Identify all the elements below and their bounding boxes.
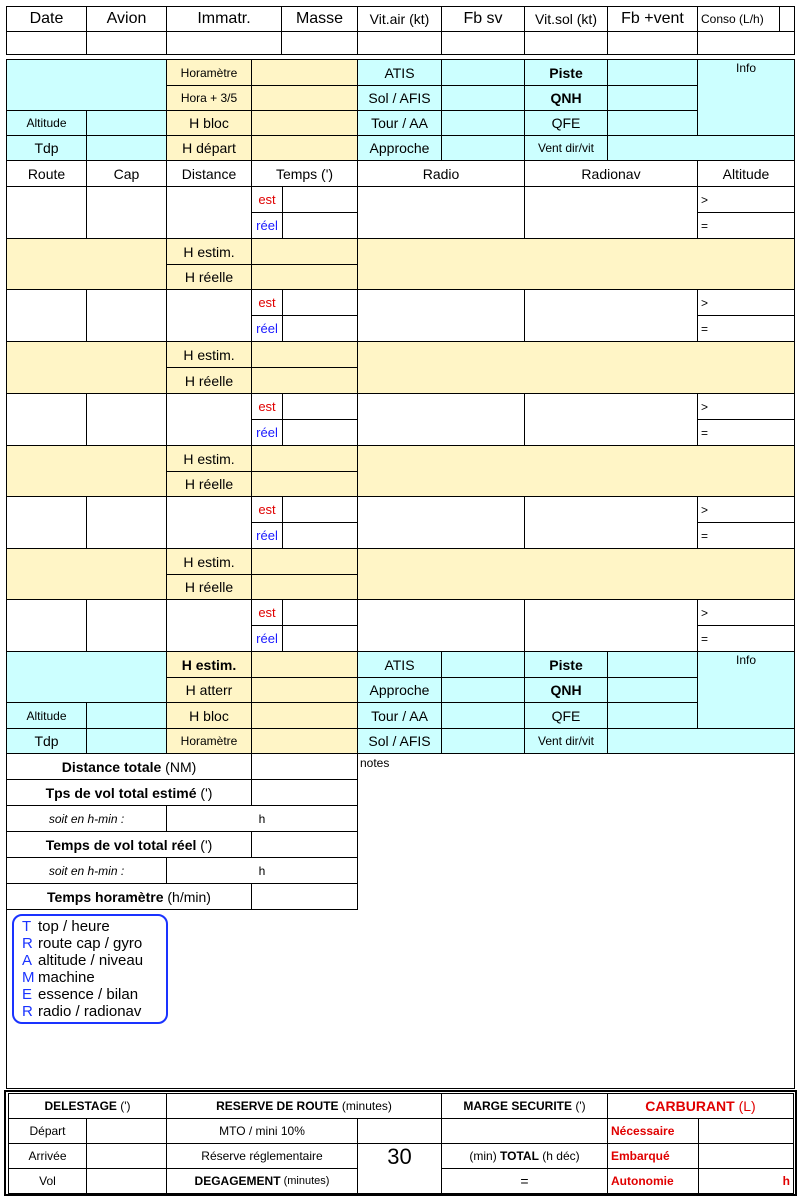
leg-route[interactable] — [6, 393, 87, 446]
leg-cap[interactable] — [86, 599, 167, 652]
arrivee-approche-label: Approche — [357, 677, 442, 703]
arrivee-sol-afis-label: Sol / AFIS — [357, 728, 442, 754]
depart-vent-value[interactable] — [607, 135, 795, 161]
depart-qnh-label: QNH — [524, 85, 608, 111]
leg-altitude-eq[interactable]: = — [697, 522, 795, 549]
leg-cap[interactable] — [86, 186, 167, 239]
arrivee-atis-value[interactable] — [441, 651, 525, 678]
fuel-reserve-bold: RESERVE DE ROUTE — [216, 1099, 339, 1113]
leg-radio[interactable] — [357, 496, 525, 549]
fuel-marge-unit: (') — [572, 1099, 586, 1113]
checkpoint-blank — [6, 238, 167, 290]
fuel-depart-value[interactable] — [86, 1118, 167, 1144]
header-vit-sol: Vit.sol (kt) — [524, 6, 608, 32]
total-tps-reel-label — [6, 831, 252, 858]
depart-atis-value[interactable] — [441, 59, 525, 86]
total-distance-bold: Distance totale — [61, 758, 162, 775]
arrivee-blank — [6, 651, 167, 703]
checkpoint-hreelle-label: H réelle — [166, 471, 252, 497]
depart-hora35-value[interactable] — [251, 85, 358, 111]
total-horametre-bold: Temps horamètre — [47, 888, 164, 905]
arrivee-atis-label: ATIS — [357, 651, 442, 678]
total-tps-est-unit: (') — [196, 784, 213, 801]
checkpoint-hestim-label: H estim. — [166, 445, 252, 472]
total-horametre-unit: (h/min) — [163, 888, 211, 905]
checkpoint-notes[interactable] — [357, 445, 795, 497]
header-avion: Avion — [86, 6, 167, 32]
checkpoint-hestim-value[interactable] — [251, 548, 358, 575]
leg-radio[interactable] — [357, 289, 525, 342]
arrivee-approche-value[interactable] — [441, 677, 525, 703]
depart-hbloc-label: H bloc — [166, 110, 252, 136]
checkpoint-blank — [6, 341, 167, 394]
depart-sol-afis-value[interactable] — [441, 85, 525, 111]
depart-hora35-label: Hora + 3/5 — [166, 85, 252, 111]
depart-horametre-label: Horamètre — [166, 59, 252, 86]
header-immatr-value[interactable] — [166, 31, 282, 55]
depart-altitude-label: Altitude — [6, 110, 87, 136]
leg-reel-label: réel — [251, 625, 283, 652]
fuel-reserve-unit: (minutes) — [338, 1099, 392, 1113]
total-tps-reel-unit: (') — [196, 836, 213, 853]
depart-qfe-label: QFE — [524, 110, 608, 136]
depart-blank — [6, 59, 167, 111]
checkpoint-hestim-value[interactable] — [251, 238, 358, 265]
fuel-embarque-value[interactable] — [698, 1143, 794, 1169]
depart-hbloc-value[interactable] — [251, 110, 358, 136]
checkpoint-notes[interactable] — [357, 548, 795, 600]
total-tps-reel-value[interactable] — [251, 831, 358, 858]
arrivee-tour-aa-label: Tour / AA — [357, 702, 442, 729]
depart-approche-value[interactable] — [441, 135, 525, 161]
tramer-letter: A — [22, 952, 33, 969]
leg-reel-label: réel — [251, 522, 283, 549]
leg-reel-value[interactable] — [282, 522, 358, 549]
checkpoint-hreelle-value[interactable] — [251, 471, 358, 497]
leg-altitude-gt[interactable]: > — [697, 186, 795, 213]
tramer-line — [22, 952, 166, 969]
fuel-total-value[interactable]: = — [441, 1168, 608, 1194]
arrivee-altitude-value[interactable] — [86, 702, 167, 729]
checkpoint-hestim-label: H estim. — [166, 548, 252, 575]
arrivee-hatterr-label: H atterr — [166, 677, 252, 703]
leg-route[interactable] — [6, 599, 87, 652]
leg-altitude-eq[interactable]: = — [697, 315, 795, 342]
leg-reel-value[interactable] — [282, 212, 358, 239]
fuel-arrivee-label: Arrivée — [8, 1143, 87, 1169]
checkpoint-hreelle-label: H réelle — [166, 574, 252, 600]
fuel-degagement-bold: DEGAGEMENT — [194, 1174, 281, 1188]
fuel-vol-value[interactable] — [86, 1168, 167, 1194]
total-tps-est-label — [6, 779, 252, 806]
depart-tdp-value[interactable] — [86, 135, 167, 161]
leg-est-label: est — [251, 393, 283, 420]
depart-approche-label: Approche — [357, 135, 442, 161]
arrivee-vent-label: Vent dir/vit — [524, 728, 608, 754]
notes-area[interactable] — [357, 753, 795, 1089]
fuel-marge-bold: MARGE SECURITE — [463, 1099, 573, 1113]
arrivee-hbloc-value[interactable] — [251, 702, 358, 729]
tramer-text: radio / radionav — [38, 1003, 142, 1020]
depart-piste-label: Piste — [524, 59, 608, 86]
leg-altitude-gt[interactable]: > — [697, 496, 795, 523]
tramer-text: route cap / gyro — [38, 935, 143, 952]
arrivee-qnh-label: QNH — [524, 677, 608, 703]
arrivee-tdp-label: Tdp — [6, 728, 87, 754]
fuel-marge-header — [441, 1093, 608, 1119]
leg-distance[interactable] — [166, 393, 252, 446]
leg-cap[interactable] — [86, 393, 167, 446]
leg-route[interactable] — [6, 186, 87, 239]
tramer-line — [22, 918, 166, 935]
leg-route[interactable] — [6, 496, 87, 549]
fuel-degagement-label — [166, 1168, 358, 1194]
total-soit-h[interactable]: h — [166, 857, 358, 884]
header-fb-vent-value[interactable] — [607, 31, 698, 55]
leg-radionav[interactable] — [524, 496, 698, 549]
arrivee-altitude-label: Altitude — [6, 702, 87, 729]
total-distance-unit: (NM) — [161, 758, 197, 775]
checkpoint-hestim-label: H estim. — [166, 341, 252, 368]
header-masse-value[interactable] — [281, 31, 358, 55]
leg-radio[interactable] — [357, 186, 525, 239]
tramer-line — [22, 986, 166, 1003]
header-date-value[interactable] — [6, 31, 87, 55]
leg-radio[interactable] — [357, 393, 525, 446]
checkpoint-hestim-label: H estim. — [166, 238, 252, 265]
header-conso: Conso (L/h) — [697, 6, 795, 32]
total-tps-est-value[interactable] — [251, 779, 358, 806]
tramer-box — [12, 914, 168, 1024]
fuel-marge-value[interactable] — [441, 1118, 608, 1144]
tramer-letter: M — [22, 969, 35, 986]
leg-altitude-eq[interactable]: = — [697, 419, 795, 446]
tramer-text: top / heure — [38, 918, 110, 935]
tramer-line — [22, 969, 166, 986]
tramer-letter: R — [22, 935, 33, 952]
leg-est-value[interactable] — [282, 186, 358, 213]
header-date: Date — [6, 6, 87, 32]
header-vit-air: Vit.air (kt) — [357, 6, 442, 32]
checkpoint-blank — [6, 445, 167, 497]
leg-distance[interactable] — [166, 186, 252, 239]
leg-radio[interactable] — [357, 599, 525, 652]
header-masse: Masse — [281, 6, 358, 32]
arrivee-hbloc-label: H bloc — [166, 702, 252, 729]
leg-route[interactable] — [6, 289, 87, 342]
total-distance-value[interactable] — [251, 753, 358, 780]
tramer-letter: R — [22, 1003, 33, 1020]
header-immatr: Immatr. — [166, 6, 282, 32]
arrivee-info[interactable]: Info — [697, 651, 795, 729]
depart-horametre-value[interactable] — [251, 59, 358, 86]
fuel-embarque-label: Embarqué — [607, 1143, 699, 1169]
checkpoint-hreelle-value[interactable] — [251, 574, 358, 600]
leg-est-label: est — [251, 599, 283, 626]
depart-atis-label: ATIS — [357, 59, 442, 86]
fuel-carburant-header — [607, 1093, 794, 1119]
arrivee-sol-afis-value[interactable] — [441, 728, 525, 754]
leg-est-label: est — [251, 496, 283, 523]
fuel-reserve-regl-value[interactable]: 30 — [357, 1143, 442, 1169]
leg-altitude-gt[interactable]: > — [697, 393, 795, 420]
depart-info[interactable]: Info — [697, 59, 795, 136]
leg-est-value[interactable] — [282, 289, 358, 316]
fuel-autonomie-value[interactable]: h — [698, 1168, 794, 1194]
leg-reel-value[interactable] — [282, 315, 358, 342]
fuel-mto-label: MTO / mini 10% — [166, 1118, 358, 1144]
arrivee-hestim-value[interactable] — [251, 651, 358, 678]
fuel-autonomie-label: Autonomie — [607, 1168, 699, 1194]
leg-cap[interactable] — [86, 496, 167, 549]
col-radio: Radio — [357, 160, 525, 187]
col-radionav: Radionav — [524, 160, 698, 187]
depart-tour-aa-value[interactable] — [441, 110, 525, 136]
col-distance: Distance — [166, 160, 252, 187]
leg-radionav[interactable] — [524, 393, 698, 446]
arrivee-hestim-label: H estim. — [166, 651, 252, 678]
depart-piste-value[interactable] — [607, 59, 698, 86]
header-fb-sv-value[interactable] — [441, 31, 525, 55]
checkpoint-hreelle-value[interactable] — [251, 264, 358, 290]
notes-label: notes — [360, 756, 390, 770]
arrivee-vent-value[interactable] — [607, 728, 795, 754]
fuel-reserve-header — [166, 1093, 442, 1119]
fuel-total-pre: (min) — [469, 1149, 501, 1163]
depart-hdepart-value[interactable] — [251, 135, 358, 161]
arrivee-qfe-label: QFE — [524, 702, 608, 729]
depart-altitude-value[interactable] — [86, 110, 167, 136]
tramer-line — [22, 1003, 166, 1020]
checkpoint-notes[interactable] — [357, 341, 795, 394]
fuel-depart-label: Départ — [8, 1118, 87, 1144]
fuel-delestage-header — [8, 1093, 167, 1119]
tramer-letter: E — [22, 986, 33, 1003]
header-vit-air-value[interactable] — [357, 31, 442, 55]
arrivee-tdp-value[interactable] — [86, 728, 167, 754]
leg-est-label: est — [251, 186, 283, 213]
total-tps-est-bold: Tps de vol total estimé — [45, 784, 197, 801]
header-conso-box[interactable] — [779, 6, 795, 32]
leg-reel-label: réel — [251, 212, 283, 239]
depart-qfe-value[interactable] — [607, 110, 698, 136]
depart-qnh-value[interactable] — [607, 85, 698, 111]
leg-reel-label: réel — [251, 315, 283, 342]
fuel-total-post: (h déc) — [538, 1149, 580, 1163]
arrivee-piste-value[interactable] — [607, 651, 698, 678]
fuel-degagement-value[interactable] — [357, 1168, 442, 1194]
fuel-arrivee-value[interactable] — [86, 1143, 167, 1169]
arrivee-horametre-value[interactable] — [251, 728, 358, 754]
fuel-delestage-bold: DELESTAGE — [44, 1099, 117, 1113]
col-altitude: Altitude — [697, 160, 795, 187]
total-soit-label: soit en h-min : — [6, 857, 167, 884]
leg-est-value[interactable] — [282, 393, 358, 420]
tramer-text: altitude / niveau — [38, 952, 144, 969]
leg-distance[interactable] — [166, 496, 252, 549]
tramer-line — [22, 935, 166, 952]
fuel-total-bold: TOTAL — [500, 1149, 539, 1163]
fuel-reserve-regl-label: Réserve réglementaire — [166, 1143, 358, 1169]
checkpoint-hreelle-label: H réelle — [166, 367, 252, 394]
depart-hdepart-label: H départ — [166, 135, 252, 161]
depart-sol-afis-label: Sol / AFIS — [357, 85, 442, 111]
fuel-carburant-unit: (L) — [734, 1098, 756, 1114]
header-fb-vent: Fb +vent — [607, 6, 698, 32]
col-cap: Cap — [86, 160, 167, 187]
arrivee-qfe-value[interactable] — [607, 702, 698, 729]
leg-est-label: est — [251, 289, 283, 316]
arrivee-hatterr-value[interactable] — [251, 677, 358, 703]
fuel-delestage-unit: (') — [116, 1099, 131, 1113]
fuel-mto-value[interactable] — [357, 1118, 442, 1144]
total-soit-h[interactable]: h — [166, 805, 358, 832]
checkpoint-blank — [6, 548, 167, 600]
fuel-necessaire-label: Nécessaire — [607, 1118, 699, 1144]
header-vit-sol-value[interactable] — [524, 31, 608, 55]
header-conso-value[interactable] — [697, 31, 795, 55]
leg-reel-label: réel — [251, 419, 283, 446]
leg-altitude-eq[interactable]: = — [697, 212, 795, 239]
tramer-text: essence / bilan — [38, 986, 139, 1003]
arrivee-qnh-value[interactable] — [607, 677, 698, 703]
leg-radionav[interactable] — [524, 289, 698, 342]
depart-vent-label: Vent dir/vit — [524, 135, 608, 161]
fuel-carburant-bold: CARBURANT — [645, 1098, 735, 1114]
leg-radionav[interactable] — [524, 186, 698, 239]
total-horametre-value[interactable] — [251, 883, 358, 910]
depart-tdp-label: Tdp — [6, 135, 87, 161]
leg-altitude-gt[interactable]: > — [697, 599, 795, 626]
checkpoint-hestim-value[interactable] — [251, 445, 358, 472]
col-route: Route — [6, 160, 87, 187]
arrivee-piste-label: Piste — [524, 651, 608, 678]
arrivee-tour-aa-value[interactable] — [441, 702, 525, 729]
depart-tour-aa-label: Tour / AA — [357, 110, 442, 136]
col-temps: Temps (') — [251, 160, 358, 187]
leg-distance[interactable] — [166, 289, 252, 342]
arrivee-horametre-label: Horamètre — [166, 728, 252, 754]
leg-cap[interactable] — [86, 289, 167, 342]
checkpoint-notes[interactable] — [357, 238, 795, 290]
total-horametre-label — [6, 883, 252, 910]
fuel-total-label — [441, 1143, 608, 1169]
checkpoint-hreelle-label: H réelle — [166, 264, 252, 290]
total-tps-reel-bold: Temps de vol total réel — [45, 836, 197, 853]
leg-altitude-eq[interactable]: = — [697, 625, 795, 652]
leg-radionav[interactable] — [524, 599, 698, 652]
leg-reel-value[interactable] — [282, 419, 358, 446]
fuel-vol-label: Vol — [8, 1168, 87, 1194]
tramer-text: machine — [38, 969, 95, 986]
leg-est-value[interactable] — [282, 496, 358, 523]
leg-reel-value[interactable] — [282, 625, 358, 652]
leg-altitude-gt[interactable]: > — [697, 289, 795, 316]
total-soit-label: soit en h-min : — [6, 805, 167, 832]
header-fb-sv: Fb sv — [441, 6, 525, 32]
checkpoint-hreelle-value[interactable] — [251, 367, 358, 394]
header-avion-value[interactable] — [86, 31, 167, 55]
leg-distance[interactable] — [166, 599, 252, 652]
fuel-necessaire-value[interactable] — [698, 1118, 794, 1144]
tramer-letter: T — [22, 918, 32, 935]
checkpoint-hestim-value[interactable] — [251, 341, 358, 368]
fuel-degagement-unit: (minutes) — [280, 1175, 330, 1187]
leg-est-value[interactable] — [282, 599, 358, 626]
total-distance-label — [6, 753, 252, 780]
